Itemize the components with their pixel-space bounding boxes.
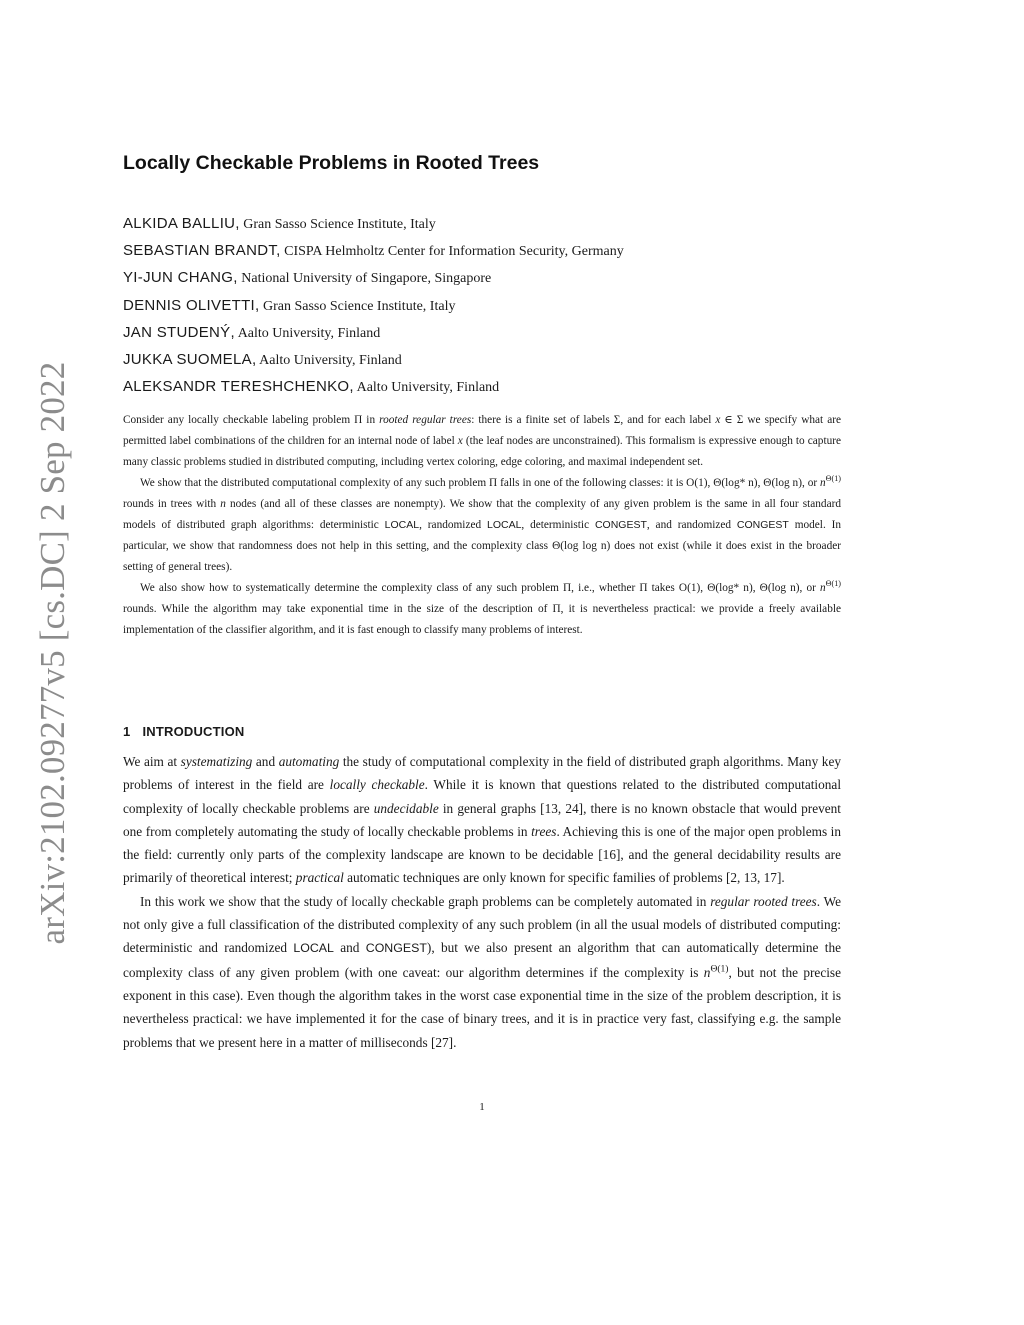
author-name: SEBASTIAN BRANDT, bbox=[123, 242, 281, 260]
author-name: YI-JUN CHANG, bbox=[123, 269, 238, 287]
abstract-paragraph-3: We also show how to systematically determine the complexity class of any such problem Π, i.e., whether Π takes O(1), Θ(log* n), Θ(log n), or $n^{\Theta(1)}$ rounds. While the algorithm may take exponential time in the size of the description of Π, it is nevertheless practical: we provide a freely available implementation of the classifier algorithm, and it is fast enough to classify many problems of interest. bbox=[123, 579, 841, 636]
author-name: JUKKA SUOMELA, bbox=[123, 350, 257, 368]
author-entry bbox=[123, 321, 624, 348]
author-affiliation: CISPA Helmholtz Center for Information Security, Germany bbox=[284, 244, 624, 260]
author-entry bbox=[123, 266, 624, 293]
author-affiliation: Gran Sasso Science Institute, Italy bbox=[243, 217, 436, 232]
author-affiliation: National University of Singapore, Singapore bbox=[241, 271, 492, 287]
paper-title: Locally Checkable Problems in Rooted Trees bbox=[123, 152, 540, 174]
author-name: JAN STUDENÝ, bbox=[123, 323, 235, 341]
arxiv-identifier: arXiv:2102.09277v5 [cs.DC] 2 Sep 2022 bbox=[33, 361, 72, 945]
author-affiliation: Aalto University, Finland bbox=[259, 352, 402, 368]
author-entry bbox=[123, 239, 624, 266]
section-number: 1 bbox=[123, 724, 131, 739]
author-affiliation: Aalto University, Finland bbox=[237, 325, 381, 341]
introduction-body bbox=[123, 750, 841, 1054]
author-affiliation: Aalto University, Finland bbox=[356, 380, 500, 396]
section-heading-introduction bbox=[123, 724, 245, 739]
author-name: DENNIS OLIVETTI, bbox=[123, 296, 260, 314]
page-number: 1 bbox=[479, 1101, 485, 1113]
author-affiliation: Gran Sasso Science Institute, Italy bbox=[263, 298, 456, 314]
intro-paragraph-2: In this work we show that the study of locally checkable graph problems can be completely automated in regular rooted trees. We not only give a full classification of the distributed complexity of any such problem (in all the usual models of distributed computing: deterministic and randomized LOCAL and CONGEST), but we also present an algorithm that can automatically determine the complexity class of any given problem (with one caveat: our algorithm determines if the complexity is $n^{\Theta(1)}$, but not the precise exponent in this case). Even though the algorithm takes in the worst case exponential time in the size of the problem description, it is nevertheless practical: we have implemented it for the case of binary trees, and it is in practice very fast, classifying e.g. the sample problems that we present here in a matter of milliseconds [27]. bbox=[123, 893, 842, 1050]
intro-paragraph-1: We aim at systematizing and automating the study of computational complexity in the field of distributed graph algorithms. Many key problems of interest in the field are locally checkable. While it is known that questions related to the distributed computational complexity of locally checkable problems are undecidable in general graphs [13, 24], there is no known obstacle that would prevent one from completely automating the study of locally checkable problems in trees. Achieving this is one of the major open problems in the field: currently only parts of the complexity landscape are known to be decidable [16], and the general decidability results are primarily of theoretical interest; practical automatic techniques are only known for specific families of problems [2, 13, 17]. bbox=[123, 754, 842, 886]
author-entry bbox=[123, 348, 624, 375]
author-entry bbox=[123, 375, 624, 402]
section-title: INTRODUCTION bbox=[142, 724, 245, 739]
author-name: ALKIDA BALLIU, bbox=[123, 215, 240, 232]
abstract-paragraph-1: Consider any locally checkable labeling problem Π in rooted regular trees: there is a finite set of labels Σ, and for each label x ∈ Σ we specify what are permitted label combinations of the children for an internal node of label x (the leaf nodes are unconstrained). This formalism is expressive enough to capture many classic problems studied in distributed computing, including vertex coloring, edge coloring, and maximal independent set. bbox=[123, 414, 842, 468]
abstract-paragraph-2: We show that the distributed computational complexity of any such problem Π falls in one of the following classes: it is O(1), Θ(log* n), Θ(log n), or $n^{\Theta(1)}$ rounds in trees with n nodes (and all of these classes are nonempty). We show that the complexity of any given problem is the same in all four standard models of distributed graph algorithms: deterministic LOCAL, randomized LOCAL, deterministic CONGEST, and randomized CONGEST model. In particular, we show that randomness does not help in this setting, and the complexity class Θ(log log n) does not exist (while it does exist in the broader setting of general trees). bbox=[123, 474, 842, 573]
author-list bbox=[123, 212, 624, 402]
author-name: ALEKSANDR TERESHCHENKO, bbox=[123, 378, 354, 396]
author-entry bbox=[123, 294, 624, 321]
author-entry bbox=[123, 212, 624, 239]
abstract bbox=[123, 410, 841, 641]
